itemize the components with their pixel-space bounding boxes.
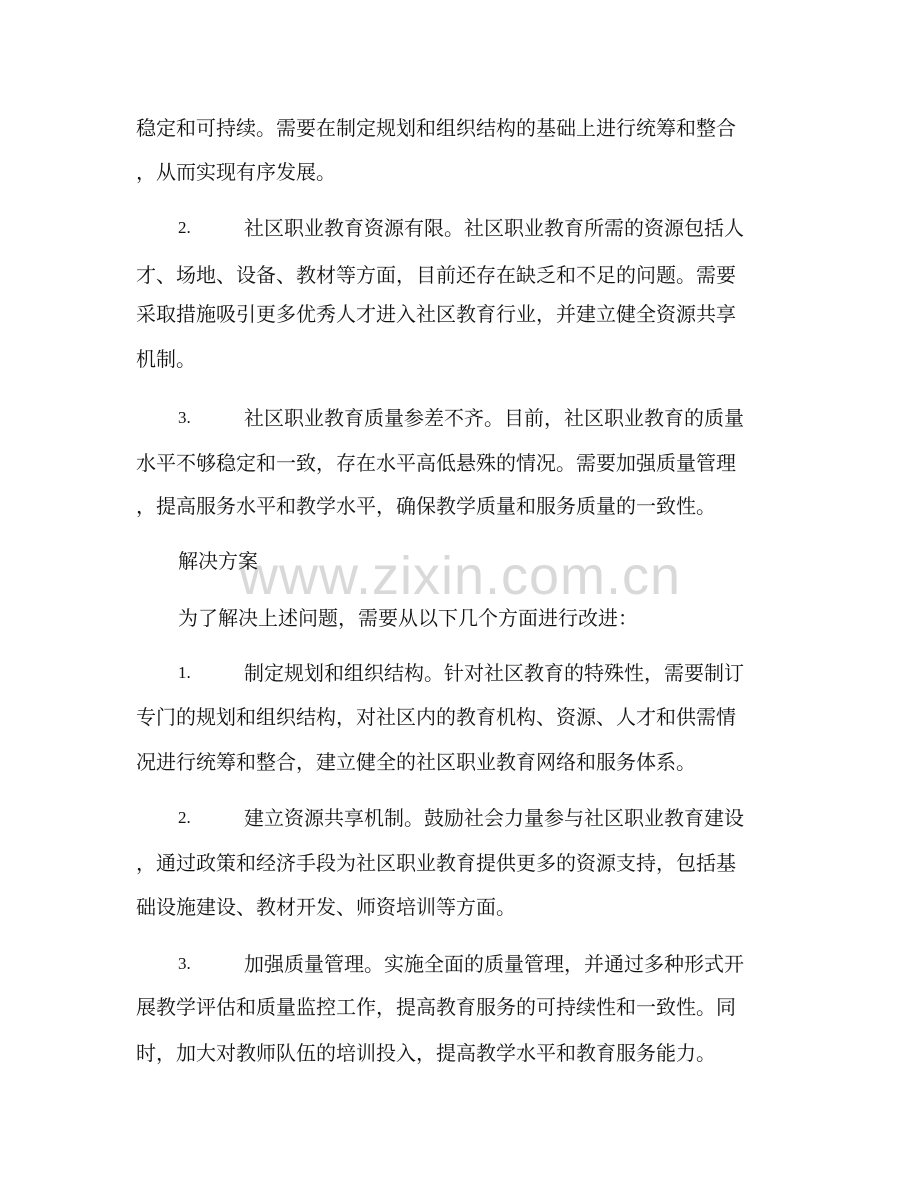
paragraph-line: 况进行统筹和整合，建立健全的社区职业教育网络和服务体系。 [136,750,696,774]
paragraph-line: 展教学评估和质量监控工作，提高教育服务的可持续性和一致性。同 [136,995,736,1019]
watermark: www.zixin.com.cn [238,546,682,606]
paragraph-line: 制定规划和组织结构。针对社区教育的特殊性，需要制订 [244,661,744,685]
paragraph-line: ，从而实现有序发展。 [136,160,336,184]
list-number: 2. [178,218,191,237]
list-number: 1. [178,663,191,682]
paragraph-line: 为了解决上述问题，需要从以下几个方面进行改进： [178,606,638,630]
list-number: 3. [178,408,191,427]
paragraph-line: 专门的规划和组织结构，对社区内的教育机构、资源、人才和供需情 [136,705,736,729]
paragraph-line: 加强质量管理。实施全面的质量管理，并通过多种形式开 [244,952,744,976]
paragraph-line: 时，加大对教师队伍的培训投入，提高教学水平和教育服务能力。 [136,1041,716,1065]
paragraph-line: 建立资源共享机制。鼓励社会力量参与社区职业教育建设 [244,806,744,830]
list-number: 2. [178,808,191,827]
paragraph-line: 才、场地、设备、教材等方面，目前还存在缺乏和不足的问题。需要 [136,263,736,287]
paragraph-line: 机制。 [136,347,196,371]
section-heading: 解决方案 [178,549,258,573]
paragraph-line: ，提高服务水平和教学水平，确保教学质量和服务质量的一致性。 [136,494,716,518]
paragraph-line: 水平不够稳定和一致，存在水平高低悬殊的情况。需要加强质量管理 [136,451,736,475]
paragraph-line: ，通过政策和经济手段为社区职业教育提供更多的资源支持，包括基 [136,851,736,875]
list-number: 3. [178,954,191,973]
paragraph-line: 础设施建设、教材开发、师资培训等方面。 [136,895,516,919]
paragraph-line: 稳定和可持续。需要在制定规划和组织结构的基础上进行统筹和整合 [136,116,736,140]
paragraph-line: 社区职业教育质量参差不齐。目前，社区职业教育的质量 [244,406,744,430]
paragraph-line: 采取措施吸引更多优秀人才进入社区教育行业，并建立健全资源共享 [136,302,736,326]
paragraph-line: 社区职业教育资源有限。社区职业教育所需的资源包括人 [244,216,744,240]
